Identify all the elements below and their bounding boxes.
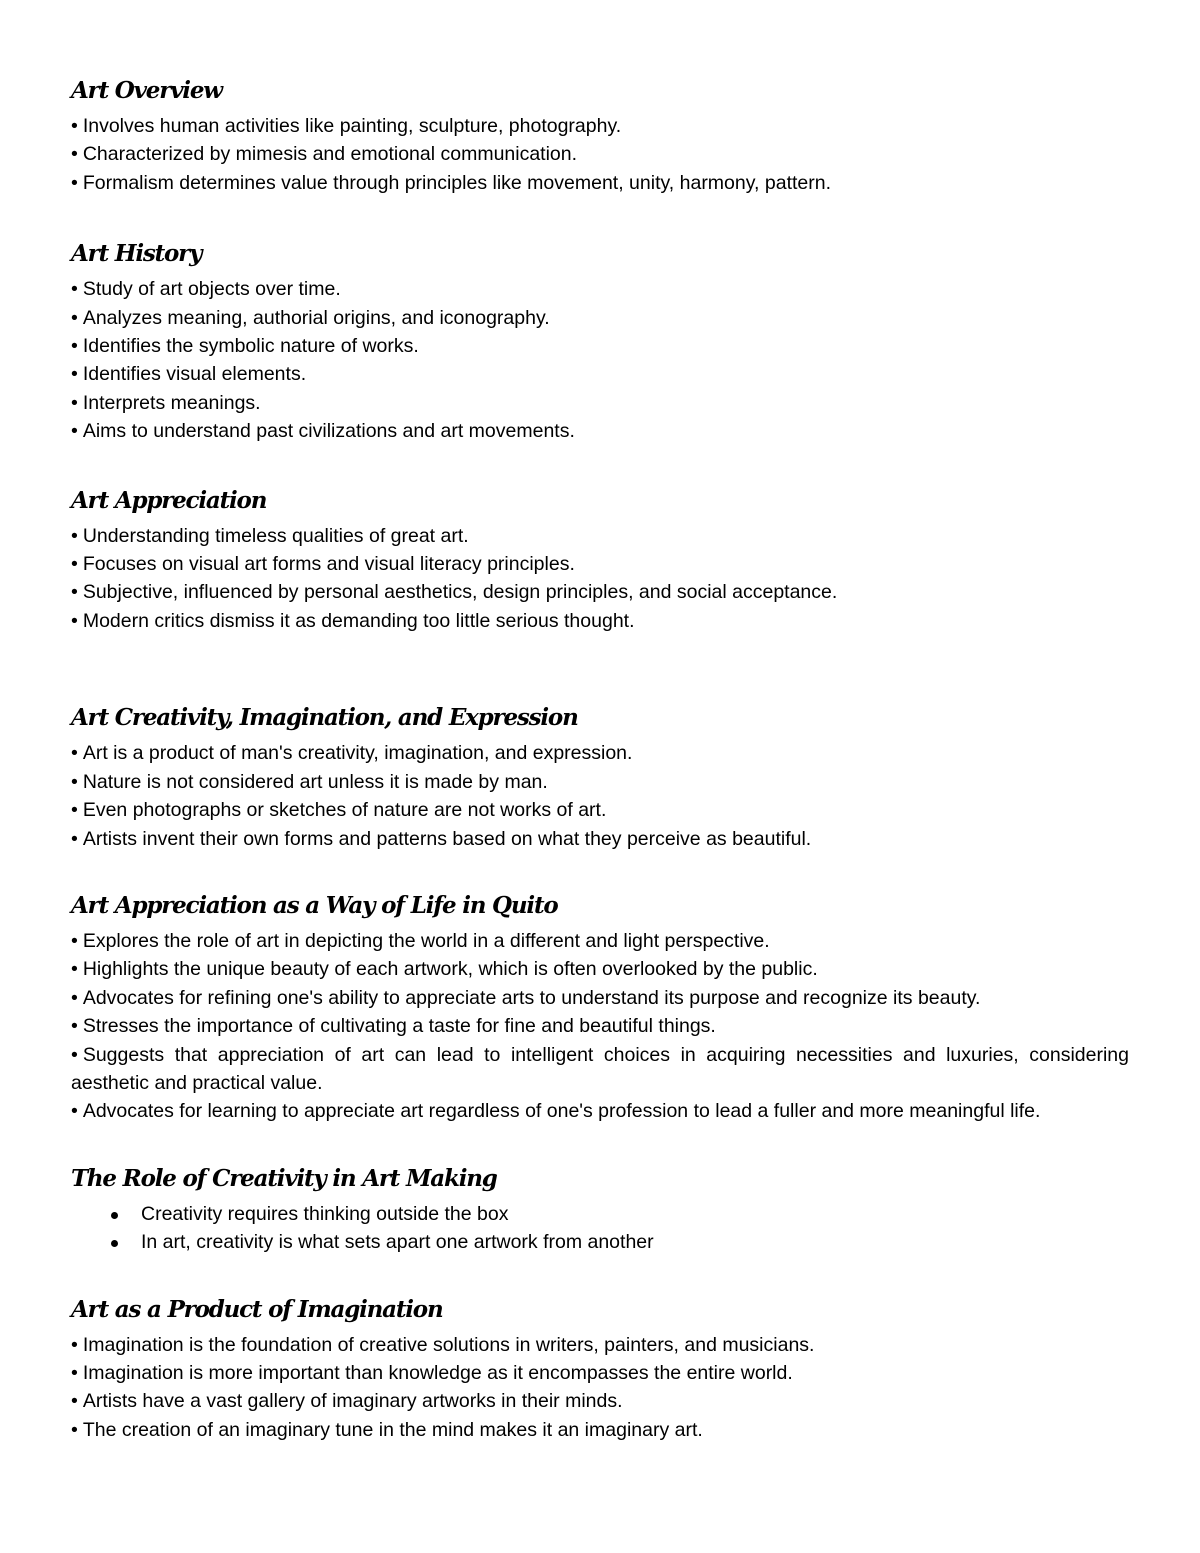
- list-item: • Explores the role of art in depicting the world in a different and light perspective.: [71, 929, 770, 952]
- list-item: • Identifies visual elements.: [71, 363, 307, 386]
- section-art-appreciation: [71, 486, 1129, 636]
- section-heading: Art Creativity, Imagination, and Expression: [71, 704, 578, 732]
- list-item: • Identifies the symbolic nature of works.: [71, 335, 419, 358]
- list-item: • Interprets meanings.: [71, 391, 261, 414]
- list-item: • Focuses on visual art forms and visual literacy principles.: [71, 553, 575, 576]
- section-heading: Art Appreciation as a Way of Life in Quito: [71, 891, 558, 919]
- list-item: • Highlights the unique beauty of each artwork, which is often overlooked by the public.: [71, 958, 818, 981]
- list-item: • Modern critics dismiss it as demanding too little serious thought.: [71, 609, 635, 632]
- list-item: • Understanding timeless qualities of great art.: [71, 524, 469, 547]
- list-item: • Study of art objects over time.: [71, 278, 341, 301]
- section-heading: The Role of Creativity in Art Making: [71, 1164, 497, 1192]
- section-art-appreciation-quito: [71, 891, 1129, 1126]
- list-item: • Imagination is the foundation of creative solutions in writers, painters, and musicians.: [71, 1333, 815, 1356]
- bullet-list: [71, 1200, 1129, 1257]
- section-heading: Art History: [71, 240, 202, 268]
- list-item: • Formalism determines value through principles like movement, unity, harmony, pattern.: [71, 171, 832, 194]
- section-heading: Art Appreciation: [71, 486, 267, 514]
- list-item: • Artists have a vast gallery of imaginary artworks in their minds.: [71, 1390, 623, 1413]
- list-item: • Suggests that appreciation of art can lead to intelligent choices in acquiring necessities and luxuries, considering aesthetic and practical value.: [71, 1043, 1129, 1094]
- section-art-history: [71, 239, 1129, 445]
- list-item: Creativity requires thinking outside the box: [71, 1200, 1129, 1228]
- list-item: • Even photographs or sketches of nature are not works of art.: [71, 799, 607, 822]
- list-item: • Imagination is more important than knowledge as it encompasses the entire world.: [71, 1361, 793, 1384]
- list-item: • Art is a product of man's creativity, imagination, and expression.: [71, 742, 633, 765]
- list-item: • Subjective, influenced by personal aesthetics, design principles, and social acceptance.: [71, 581, 838, 604]
- list-item: • Involves human activities like painting, sculpture, photography.: [71, 115, 622, 137]
- list-item: • Characterized by mimesis and emotional communication.: [71, 143, 578, 166]
- list-item: • Artists invent their own forms and patterns based on what they perceive as beautiful.: [71, 827, 812, 850]
- list-item: • The creation of an imaginary tune in the mind makes it an imaginary art.: [71, 1418, 703, 1441]
- document-content: [71, 76, 1129, 1444]
- section-art-creativity: [71, 703, 1129, 853]
- list-item: • Analyzes meaning, authorial origins, and iconography.: [71, 306, 550, 329]
- list-item: In art, creativity is what sets apart one artwork from another: [71, 1228, 1129, 1256]
- section-heading: Art Overview: [71, 77, 222, 104]
- bullet-dot-icon: [111, 1240, 118, 1247]
- list-item: • Nature is not considered art unless it is made by man.: [71, 770, 548, 793]
- section-art-overview: [71, 76, 1129, 197]
- list-item: • Aims to understand past civilizations and art movements.: [71, 420, 575, 443]
- section-art-product-imagination: [71, 1295, 1129, 1445]
- list-item: • Advocates for refining one's ability to appreciate arts to understand its purpose and recognize its beauty.: [71, 986, 981, 1009]
- section-heading: Art as a Product of Imagination: [71, 1295, 443, 1323]
- bullet-dot-icon: [111, 1212, 118, 1219]
- list-item: • Advocates for learning to appreciate art regardless of one's profession to lead a fuller and more meaningful life.: [71, 1100, 1041, 1123]
- section-role-of-creativity: [71, 1164, 1129, 1257]
- list-item: • Stresses the importance of cultivating a taste for fine and beautiful things.: [71, 1015, 716, 1038]
